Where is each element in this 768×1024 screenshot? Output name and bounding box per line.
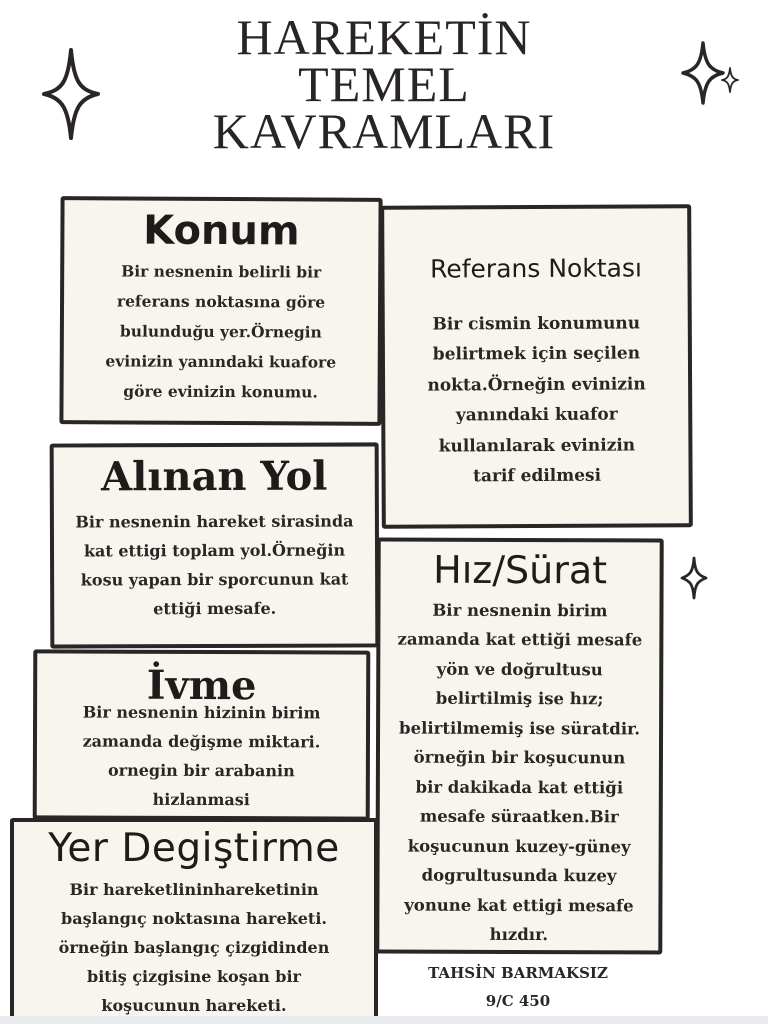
text-line: bir dakikada kat ettiği: [415, 777, 624, 798]
text-line: Bir nesnenin hareket sirasinda: [75, 511, 354, 532]
card-heading: Alınan Yol: [100, 452, 328, 501]
card-text: [14, 871, 374, 1020]
text-line: bulunduğu yer.Örnegin: [119, 321, 322, 342]
sparkle-icon: [720, 66, 740, 94]
text-line: örneğin başlangıç çizgidinden: [58, 937, 330, 957]
title-line-3: KAVRAMLARI: [212, 103, 556, 159]
text-line: hızdır.: [489, 925, 549, 945]
card-heading: Referans Noktası: [430, 253, 642, 284]
text-line: ornegin bir arabanin: [107, 760, 295, 781]
title-line-1: HAREKETİN: [236, 9, 532, 65]
sparkle-icon: [40, 46, 102, 142]
card-konum: [59, 196, 382, 426]
title-line-2: TEMEL: [298, 56, 470, 112]
card-hiz-surat: [375, 538, 663, 955]
text-line: tarif edilmesi: [473, 465, 602, 487]
text-line: nokta.Örneğin evinizin: [427, 373, 646, 396]
text-line: örneğin bir koşucunun: [413, 747, 626, 768]
text-line: Bir hareketlininhareketinin: [69, 879, 319, 899]
text-line: belirtilmemiş ise süratdir.: [399, 718, 641, 739]
text-line: Bir nesnenin belirli bir: [121, 261, 322, 282]
card-heading: Hız/Sürat: [433, 547, 608, 593]
text-line: bitiş çizgisine koşan bir: [87, 966, 301, 986]
text-line: Bir cismin konumunu: [432, 312, 641, 335]
text-line: zamanda kat ettiği mesafe: [397, 629, 643, 650]
text-line: kullanılarak evinizin: [438, 434, 636, 457]
text-line: göre evinizin konumu.: [123, 381, 318, 402]
poster-title: [0, 9, 768, 159]
text-line: başlangıç noktasına hareketi.: [61, 908, 327, 928]
card-text: [379, 591, 659, 950]
card-alinan-yol: [50, 442, 380, 648]
text-line: Bir nesnenin hizinin birim: [82, 702, 321, 723]
text-line: yön ve doğrultusu: [436, 659, 603, 680]
text-line: dogrultusunda kuzey: [421, 865, 617, 886]
bottom-strip: [0, 1016, 768, 1024]
card-heading: Yer Degiştirme: [48, 826, 340, 871]
text-line: referans noktasına göre: [116, 291, 326, 312]
text-line: hizlanmasi: [152, 789, 250, 810]
text-line: koşucunun hareketi.: [101, 995, 287, 1015]
text-line: belirtilmiş ise hız;: [435, 689, 604, 709]
card-heading: İvme: [146, 661, 257, 710]
text-line: kosu yapan bir sporcunun kat: [80, 569, 349, 590]
text-line: Bir nesnenin birim: [432, 600, 608, 621]
card-text: [37, 697, 366, 814]
author-class: 9/C 450: [485, 992, 551, 1010]
text-line: evinizin yanındaki kuafore: [105, 351, 337, 372]
text-line: belirtmek için seçilen: [432, 343, 641, 365]
text-line: ettiği mesafe.: [153, 598, 277, 619]
text-line: yonune kat ettigi mesafe: [404, 895, 634, 916]
author-name: TAHSİN BARMAKSIZ: [428, 964, 608, 982]
text-line: mesafe süraatken.Bir: [419, 806, 619, 827]
card-text: [63, 252, 378, 408]
card-text: [385, 282, 689, 493]
text-line: kat ettigi toplam yol.Örneğin: [83, 540, 346, 561]
card-referans-noktasi: [380, 204, 693, 529]
text-line: koşucunun kuzey-güney: [407, 836, 631, 857]
sparkle-icon: [680, 556, 708, 600]
card-yer-degistirme: [10, 818, 378, 1024]
text-line: zamanda değişme miktari.: [82, 731, 321, 752]
card-heading: Konum: [143, 207, 300, 255]
card-ivme: [33, 649, 371, 820]
card-text: [54, 498, 375, 623]
text-line: yanındaki kuafor: [455, 404, 618, 426]
